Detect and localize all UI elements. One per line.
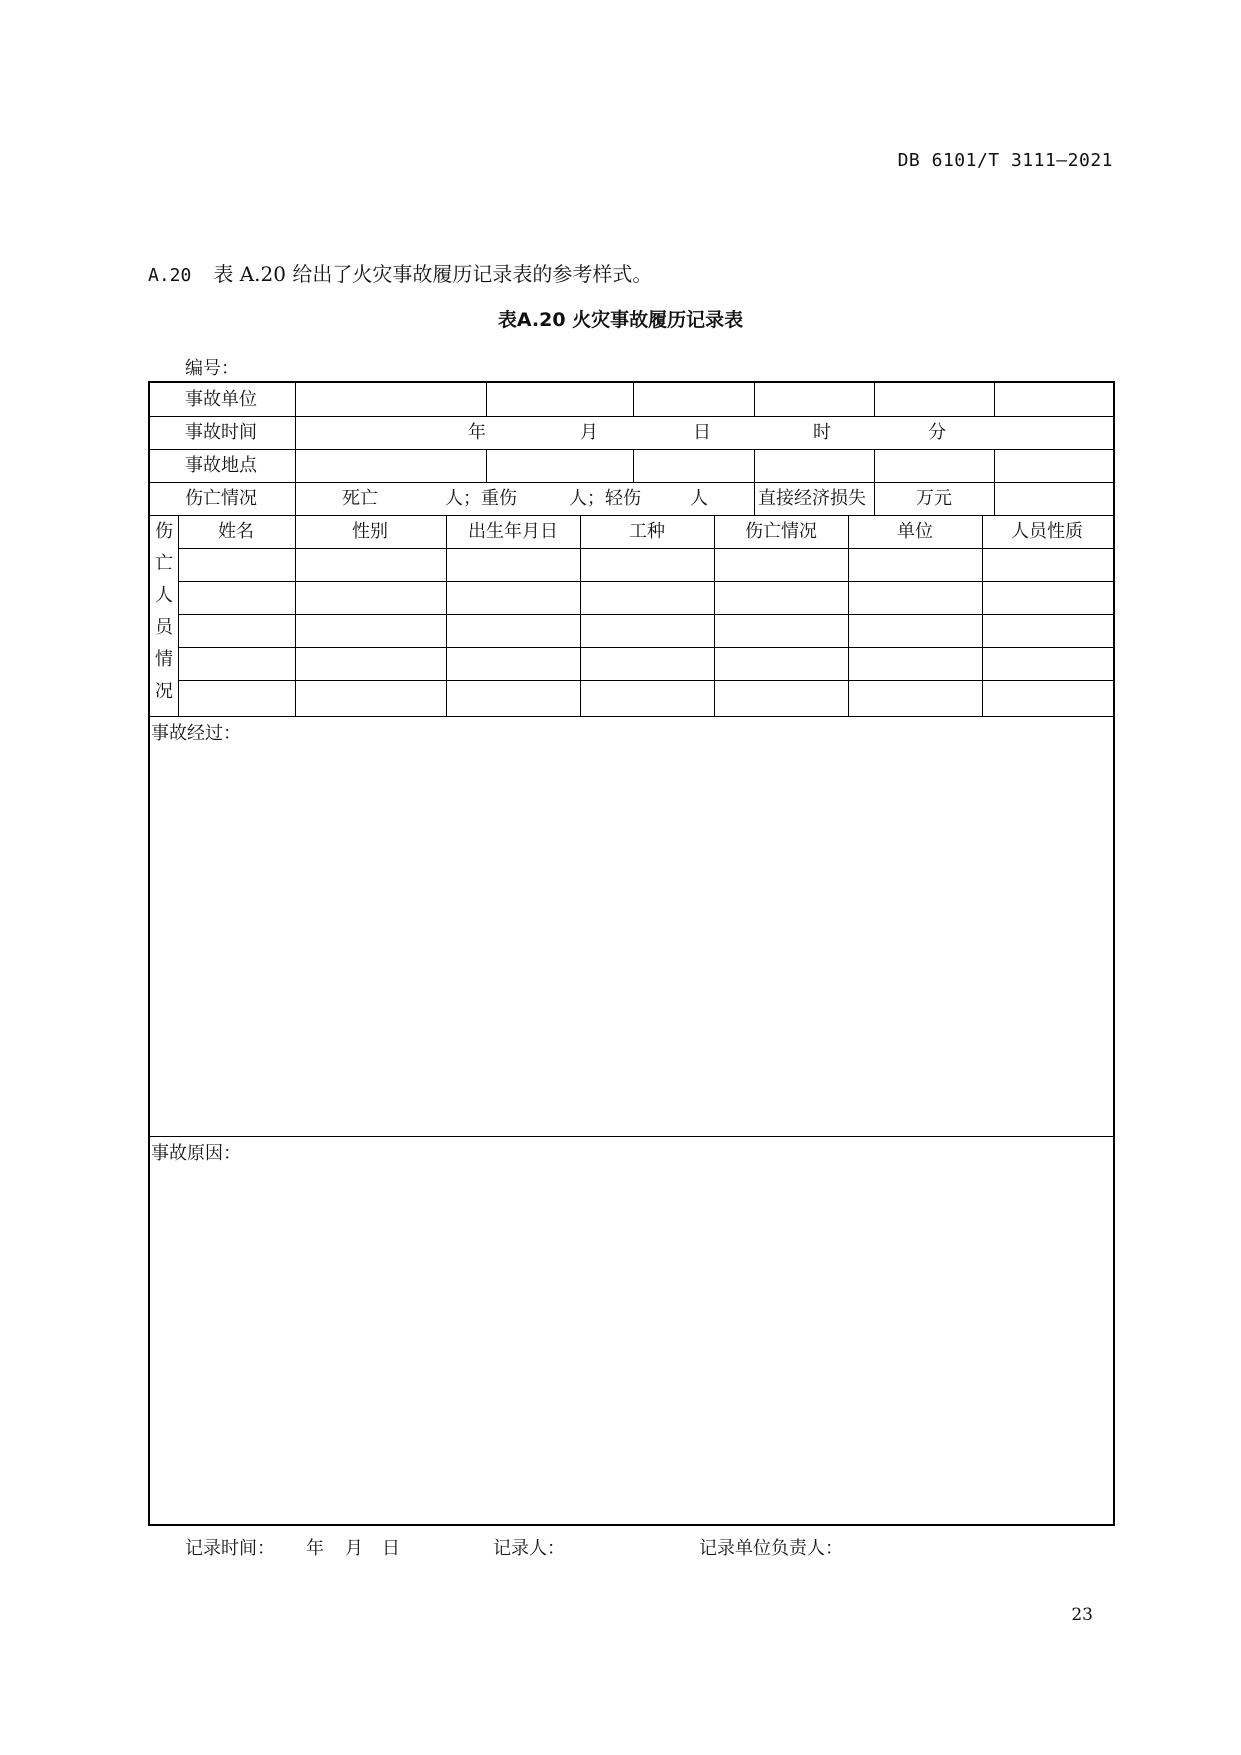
column-header-personnel-type: 人员性质 [1011, 521, 1083, 542]
person-unit-label: 人 [690, 488, 708, 509]
record-time-label: 记录时间： [185, 1538, 275, 1559]
column-header-job-type: 工种 [629, 521, 665, 542]
column-header-casualty: 伤亡情况 [745, 521, 817, 542]
clause-paragraph [148, 258, 652, 287]
column-header-gender: 性别 [352, 521, 388, 542]
footer-day: 日 [382, 1538, 400, 1559]
time-unit-minute: 分 [928, 422, 946, 443]
column-header-unit: 单位 [897, 521, 933, 542]
death-label: 死亡 [342, 488, 378, 509]
people-side-char: 伤 [155, 521, 173, 542]
time-unit-month: 月 [580, 422, 598, 443]
recorder-label: 记录人： [493, 1538, 565, 1559]
accident-time-label: 事故时间 [185, 422, 257, 443]
loss-unit-label: 万元 [916, 488, 952, 509]
serious-injury-label: 人；重伤 [445, 488, 517, 509]
footer-month: 月 [345, 1538, 363, 1559]
accident-place-label: 事故地点 [185, 455, 257, 476]
people-side-char: 人 [155, 585, 173, 606]
accident-process-label: 事故经过： [151, 723, 241, 744]
page-number: 23 [1071, 1605, 1093, 1625]
unit-head-label: 记录单位负责人： [699, 1538, 843, 1559]
clause-number: A.20 [148, 265, 192, 286]
accident-cause-label: 事故原因： [151, 1143, 241, 1164]
accident-unit-label: 事故单位 [185, 389, 257, 410]
people-side-char: 情 [155, 649, 173, 670]
direct-loss-label: 直接经济损失 [758, 488, 866, 509]
people-side-char: 员 [155, 617, 173, 638]
clause-text: 表 A.20 给出了火灾事故履历记录表的参考样式。 [213, 262, 653, 286]
serial-number-label: 编号： [185, 358, 239, 379]
time-unit-year: 年 [468, 422, 486, 443]
fire-accident-record-form [148, 381, 1115, 1526]
table-title: 表A.20 火灾事故履历记录表 [497, 309, 744, 331]
time-unit-hour: 时 [813, 422, 831, 443]
minor-injury-label: 人；轻伤 [569, 488, 641, 509]
standard-code: DB 6101/T 3111—2021 [897, 150, 1113, 171]
casualty-label: 伤亡情况 [185, 488, 257, 509]
column-header-birthdate: 出生年月日 [468, 521, 558, 542]
column-header-name: 姓名 [218, 521, 254, 542]
footer-year: 年 [306, 1538, 324, 1559]
people-side-char: 亡 [155, 553, 173, 574]
people-side-char: 况 [155, 681, 173, 702]
time-unit-day: 日 [693, 422, 711, 443]
